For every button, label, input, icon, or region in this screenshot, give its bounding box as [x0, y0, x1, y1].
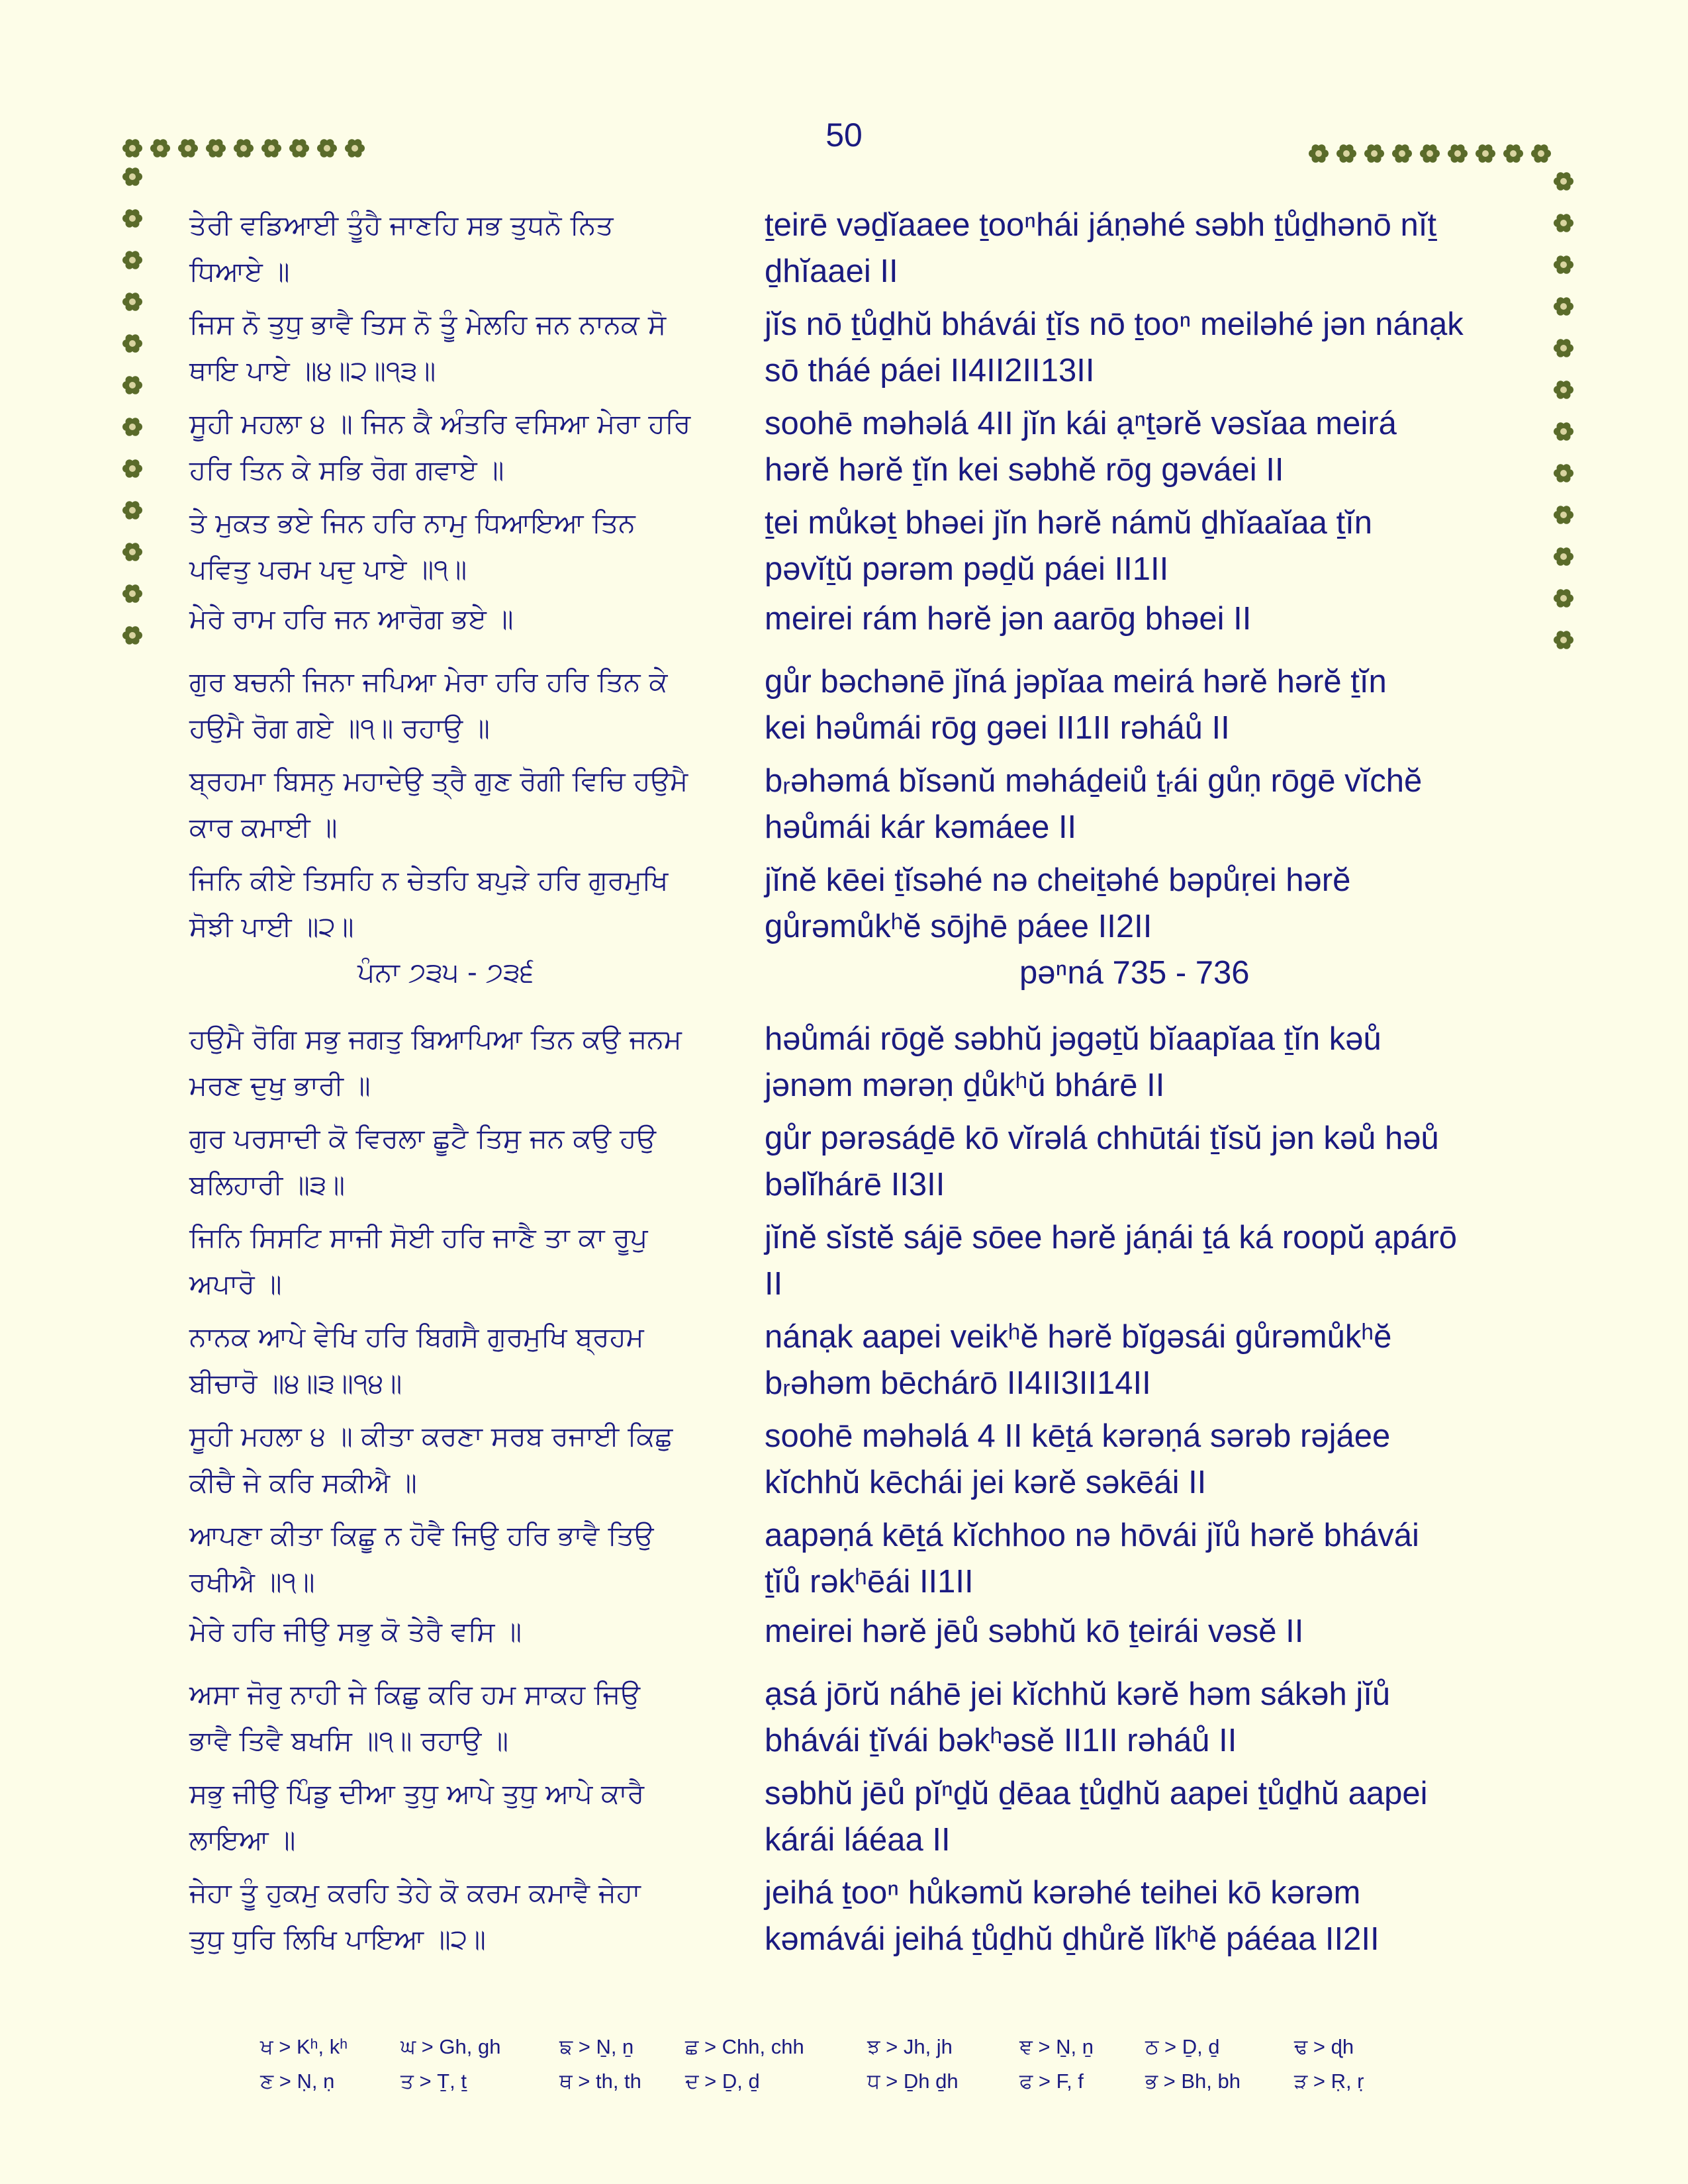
flower-ornament-icon — [1552, 420, 1575, 443]
gurmukhi-line: ਤੁਧੁ ਧੁਰਿ ਲਿਖਿ ਪਾਇਆ ॥੨॥ — [189, 1923, 486, 1955]
verse-transliteration — [765, 1115, 1519, 1208]
transliteration-line: pəvĭṯŭ pərəm pəḏŭ páei II1II — [765, 551, 1169, 587]
verse-gurmukhi — [189, 1512, 739, 1605]
transliteration-line: nánạk aapei veikʰĕ hərĕ bĭgəsái gůrəmůkʰĕ — [765, 1319, 1392, 1355]
flower-ornament-icon — [1530, 142, 1552, 165]
flower-ornament-icon — [205, 137, 227, 159]
flower-ornament-icon — [1335, 142, 1358, 165]
gurmukhi-line: ਬ੍ਰਹਮਾ ਬਿਸਨੁ ਮਹਾਦੇਉ ਤ੍ਰੈ ਗੁਣ ਰੋਗੀ ਵਿਚਿ ਹਉਮੈ — [189, 765, 688, 797]
transliteration-line: kei həůmái rōg gəei II1II rəháů II — [765, 710, 1230, 746]
gurmukhi-line: ਤੇ ਮੁਕਤ ਭਏ ਜਿਨ ਹਰਿ ਨਾਮੁ ਧਿਆਇਆ ਤਿਨ — [189, 507, 635, 539]
gurmukhi-line: ਕੀਚੈ ਜੇ ਕਰਿ ਸਕੀਐ ॥ — [189, 1467, 417, 1498]
transliteration-line: jĭnĕ sĭstĕ sájē sōee hərĕ jáṇái ṯá ká roopŭ ạpárō — [765, 1220, 1458, 1255]
verse-gurmukhi — [189, 1608, 739, 1655]
legend-item: ਢ > ɖh — [1294, 2035, 1354, 2058]
flower-ornament-icon — [121, 416, 144, 438]
verse-gurmukhi — [189, 1115, 739, 1208]
flower-ornament-icon — [1363, 142, 1385, 165]
flower-ornament-icon — [1474, 142, 1497, 165]
flower-ornament-icon — [1552, 295, 1575, 318]
verse-transliteration — [765, 1608, 1519, 1655]
page-number: 50 — [825, 116, 863, 154]
transliteration-line: meirei hərĕ jēů səbhŭ kō ṯeirái vəsĕ II — [765, 1614, 1304, 1649]
verse-transliteration — [765, 659, 1519, 751]
legend-item: ਝ > Jh, jh — [867, 2035, 953, 2058]
legend-item: ਫ > F, f — [1019, 2070, 1084, 2093]
gurmukhi-line: ਸੂਹੀ ਮਹਲਾ ੪ ॥ ਜਿਨ ਕੈ ਅੰਤਰਿ ਵਸਿਆ ਮੇਰਾ ਹਰਿ — [189, 408, 691, 439]
verse-transliteration — [765, 758, 1519, 850]
verse-transliteration — [765, 202, 1519, 295]
gurmukhi-line: ਨਾਨਕ ਆਪੇ ਵੇਖਿ ਹਰਿ ਬਿਗਸੈ ਗੁਰਮੁਖਿ ਬ੍ਰਹਮ — [189, 1321, 644, 1353]
verse-transliteration — [765, 1016, 1519, 1109]
legend-item: ਦ > Ḏ, ḏ — [685, 2070, 760, 2093]
flower-ornament-icon — [1552, 379, 1575, 401]
gurmukhi-line: ਪਵਿਤੁ ਪਰਮ ਪਦੁ ਪਾਏ ॥੧॥ — [189, 553, 467, 585]
gurmukhi-line: ਅਪਾਰੋ ॥ — [189, 1268, 282, 1300]
transliteration-line: aapəṇá kēṯá kĭchhoo nə hōvái jĭů hərĕ bhávái — [765, 1518, 1419, 1553]
transliteration-line: bhávái ṯĭvái bəkʰəsĕ II1II rəháů II — [765, 1723, 1237, 1758]
verse-transliteration — [765, 500, 1519, 592]
flower-ornament-icon — [1502, 142, 1524, 165]
flower-ornament-icon — [1307, 142, 1330, 165]
transliteration-line: ḏhĭaaei II — [765, 253, 898, 289]
flower-ornament-icon — [1552, 504, 1575, 526]
gurmukhi-line: ਹਉਮੈ ਰੋਗਿ ਸਭੁ ਜਗਤੁ ਬਿਆਪਿਆ ਤਿਨ ਕਉ ਜਨਮ — [189, 1023, 682, 1055]
flower-ornament-icon — [1391, 142, 1413, 165]
flower-ornament-icon — [1446, 142, 1469, 165]
flower-ornament-icon — [121, 137, 144, 159]
gurmukhi-line: ਆਪਣਾ ਕੀਤਾ ਕਿਛੂ ਨ ਹੋਵੈ ਜਿਉ ਹਰਿ ਭਾਵੈ ਤਿਉ — [189, 1520, 654, 1551]
transliteration-line: həůmái rōgĕ səbhŭ jəgəṯŭ bĭaapĭaa ṯĭn kəů — [765, 1021, 1382, 1057]
gurmukhi-line: ਬੀਚਾਰੋ ॥੪॥੩॥੧੪॥ — [189, 1367, 402, 1399]
verse-gurmukhi — [189, 758, 739, 850]
flower-ornament-icon — [1552, 337, 1575, 359]
flower-ornament-icon — [344, 137, 366, 159]
verse-transliteration — [765, 1512, 1519, 1605]
verse-transliteration — [765, 596, 1519, 642]
transliteration-line: səbhŭ jēů pĭⁿḏŭ ḏēaa ṯůḏhŭ aapei ṯůḏhŭ aapei — [765, 1776, 1428, 1811]
verse-gurmukhi — [189, 857, 739, 950]
verse-gurmukhi — [189, 1214, 739, 1307]
legend-item: ਭ > Bh, bh — [1145, 2070, 1241, 2093]
gurmukhi-line: ਲਾਇਆ ॥ — [189, 1824, 296, 1856]
section-heading-gurmukhi: ਪੰਨਾ ੭੩੫ - ੭੩੬ — [357, 956, 534, 988]
legend-item: ਙ > Ṉ, ṉ — [559, 2035, 634, 2058]
flower-ornament-icon — [121, 499, 144, 522]
verse-transliteration — [765, 400, 1519, 493]
flower-ornament-icon — [316, 137, 338, 159]
transliteration-line: soohē məhəlá 4 II kēṯá kərəṇá sərəb rəjáee — [765, 1418, 1391, 1454]
legend-item: ਞ > Ṉ, ṉ — [1019, 2035, 1094, 2058]
transliteration-line: sō tháé páei II4II2II13II — [765, 353, 1095, 388]
legend-item: ਘ > Gh, gh — [400, 2035, 501, 2058]
flower-ornament-icon — [177, 137, 199, 159]
flower-ornament-icon — [121, 249, 144, 271]
legend-item: ਧ > Ḏh ḏh — [867, 2070, 959, 2093]
transliteration-line: kĭchhŭ kēchái jei kərĕ səkēái II — [765, 1465, 1207, 1500]
gurmukhi-line: ਜਿਨਿ ਕੀਏ ਤਿਸਹਿ ਨ ਚੇਤਹਿ ਬਪੁੜੇ ਹਰਿ ਗੁਰਮੁਖਿ — [189, 864, 669, 896]
gurmukhi-line: ਜੇਹਾ ਤੂੰ ਹੁਕਮੁ ਕਰਹਿ ਤੇਹੇ ਕੋ ਕਰਮ ਕਮਾਵੈ ਜੇਹਾ — [189, 1877, 641, 1909]
flower-ornament-icon — [1552, 629, 1575, 651]
flower-ornament-icon — [288, 137, 310, 159]
verse-transliteration — [765, 1671, 1519, 1764]
gurmukhi-line: ਭਾਵੈ ਤਿਵੈ ਬਖਸਿ ॥੧॥ ਰਹਾਉ ॥ — [189, 1725, 509, 1756]
gurmukhi-line: ਅਸਾ ਜੋਰੁ ਨਾਹੀ ਜੇ ਕਿਛੁ ਕਰਿ ਹਮ ਸਾਕਹ ਜਿਉ — [189, 1678, 640, 1710]
verse-gurmukhi — [189, 1314, 739, 1406]
gurmukhi-line: ਜਿਸ ਨੋ ਤੁਧੁ ਭਾਵੈ ਤਿਸ ਨੋ ਤੂੰ ਮੇਲਹਿ ਜਨ ਨਾਨਕ ਸੋ — [189, 308, 667, 340]
legend-item: ਠ > Ḏ, ḏ — [1145, 2035, 1220, 2058]
gurmukhi-line: ਗੁਰ ਪਰਸਾਦੀ ਕੋ ਵਿਰਲਾ ਛੂਟੈ ਤਿਸੁ ਜਨ ਕਉ ਹਉ — [189, 1122, 657, 1154]
flower-ornament-icon — [121, 207, 144, 230]
verse-transliteration — [765, 857, 1519, 950]
verse-gurmukhi — [189, 500, 739, 592]
transliteration-line: kəmávái jeihá ṯůḏhŭ ḏhůrĕ lĭkʰĕ páéaa II2II — [765, 1921, 1380, 1957]
legend-row — [0, 2035, 1688, 2068]
flower-ornament-icon — [1552, 253, 1575, 276]
legend-item: ਤ > Ṯ, ṯ — [400, 2070, 467, 2093]
transliteration-line: jĭnĕ kēei ṯĭsəhé nə cheiṯəhé bəpůṛei hərĕ — [765, 862, 1351, 898]
flower-ornament-icon — [1552, 212, 1575, 234]
transliteration-line: həůmái kár kəmáee II — [765, 809, 1077, 845]
transliteration-line: jənəm mərəṇ ḏůkʰŭ bhárē II — [765, 1068, 1165, 1103]
gurmukhi-line: ਸੂਹੀ ਮਹਲਾ ੪ ॥ ਕੀਤਾ ਕਰਣਾ ਸਰਬ ਰਜਾਈ ਕਿਛੁ — [189, 1420, 673, 1452]
transliteration-line: bəlĭhárē II3II — [765, 1167, 945, 1203]
transliteration-line: gůr pərəsáḏē kō vĭrəlá chhūtái ṯĭsŭ jən kəů həů — [765, 1120, 1439, 1156]
verse-transliteration — [765, 1770, 1519, 1863]
flower-ornament-icon — [1552, 587, 1575, 610]
verse-transliteration — [765, 301, 1519, 394]
gurmukhi-line: ਹਰਿ ਤਿਨ ਕੇ ਸਭਿ ਰੋਗ ਗਵਾਏ ॥ — [189, 454, 504, 486]
transliteration-line: gůr bəchənē jĭná jəpĭaa meirá hərĕ hərĕ ṯĭn — [765, 664, 1387, 700]
verse-gurmukhi — [189, 659, 739, 751]
flower-ornament-icon — [121, 541, 144, 563]
verse-gurmukhi — [189, 1870, 739, 1962]
flower-ornament-icon — [121, 374, 144, 396]
verse-transliteration — [765, 1314, 1519, 1406]
transliteration-line: jĭs nō ṯůḏhŭ bhávái ṯĭs nō ṯooⁿ meiləhé jən nánạk — [765, 306, 1464, 342]
flower-ornament-icon — [1419, 142, 1441, 165]
gurmukhi-line: ਸੋਝੀ ਪਾਈ ॥੨॥ — [189, 911, 354, 942]
verse-transliteration — [765, 1214, 1519, 1307]
gurmukhi-line: ਤੇਰੀ ਵਡਿਆਈ ਤੂੰਹੈ ਜਾਣਹਿ ਸਭ ਤੁਧਨੋ ਨਿਤ — [189, 209, 614, 241]
transliteration-line: ạsá jōrŭ náhē jei kĭchhŭ kərĕ həm sákəh jĭů — [765, 1676, 1391, 1712]
gurmukhi-line: ਥਾਇ ਪਾਏ ॥੪॥੨॥੧੩॥ — [189, 355, 436, 387]
flower-ornament-icon — [1552, 170, 1575, 193]
verse-gurmukhi — [189, 1016, 739, 1109]
legend-row — [0, 2070, 1688, 2103]
verse-transliteration — [765, 1870, 1519, 1962]
transliteration-line: jeihá ṯooⁿ hůkəmŭ kərəhé teihei kō kərəm — [765, 1875, 1361, 1911]
verse-gurmukhi — [189, 301, 739, 394]
transliteration-line: hərĕ hərĕ ṯĭn kei səbhĕ rōg gəváei II — [765, 452, 1284, 488]
legend-item: ਖ > Kʰ, kʰ — [260, 2035, 348, 2058]
legend-item: ਛ > Chh, chh — [685, 2035, 804, 2058]
gurmukhi-line: ਕਾਰ ਕਮਾਈ ॥ — [189, 811, 338, 843]
flower-ornament-icon — [121, 291, 144, 313]
transliteration-line: gůrəmůkʰĕ sōjhē páee II2II — [765, 909, 1152, 944]
section-heading-roman: pəⁿná 735 - 736 — [1019, 955, 1250, 991]
gurmukhi-line: ਮੇਰੇ ਰਾਮ ਹਰਿ ਜਨ ਆਰੋਗ ਭਏ ॥ — [189, 603, 514, 635]
legend-item: ੜ > Ṛ, ṛ — [1294, 2070, 1364, 2093]
flower-ornament-icon — [121, 582, 144, 605]
verse-gurmukhi — [189, 202, 739, 295]
flower-ornament-icon — [260, 137, 283, 159]
verse-gurmukhi — [189, 1671, 739, 1764]
flower-ornament-icon — [121, 624, 144, 647]
flower-ornament-icon — [232, 137, 255, 159]
transliteration-line: ṯei můkəṯ bhəei jĭn hərĕ námŭ ḏhĭaaĭaa ṯĭn — [765, 505, 1372, 541]
transliteration-line: meirei rám hərĕ jən aarōg bhəei II — [765, 601, 1252, 637]
verse-transliteration — [765, 1413, 1519, 1506]
verse-gurmukhi — [189, 1770, 739, 1863]
flower-ornament-icon — [121, 457, 144, 480]
gurmukhi-line: ਧਿਆਏ ॥ — [189, 255, 290, 287]
legend-item: ਥ > th, th — [559, 2070, 641, 2093]
flower-ornament-icon — [1552, 462, 1575, 484]
transliteration-line: kárái láéaa II — [765, 1822, 951, 1858]
flower-ornament-icon — [121, 332, 144, 355]
flower-ornament-icon — [121, 165, 144, 188]
gurmukhi-line: ਬਲਿਹਾਰੀ ॥੩॥ — [189, 1169, 345, 1201]
gurmukhi-line: ਸਭੁ ਜੀਉ ਪਿੰਡੁ ਦੀਆ ਤੁਧੁ ਆਪੇ ਤੁਧੁ ਆਪੇ ਕਾਰੈ — [189, 1778, 645, 1809]
transliteration-line: bᵣəhəmá bĭsənŭ məháḏeiů ṯᵣái gůṇ rōgē vĭchĕ — [765, 763, 1423, 799]
transliteration-line: II — [765, 1266, 783, 1302]
transliteration-line: soohē məhəlá 4II jĭn kái ạⁿṯərĕ vəsĭaa meirá — [765, 406, 1397, 441]
gurmukhi-line: ਜਿਨਿ ਸਿਸਟਿ ਸਾਜੀ ਸੋਈ ਹਰਿ ਜਾਣੈ ਤਾ ਕਾ ਰੂਪੁ — [189, 1222, 648, 1253]
transliteration-line: ṯĭů rəkʰēái II1II — [765, 1564, 974, 1600]
verse-gurmukhi — [189, 1413, 739, 1506]
flower-ornament-icon — [149, 137, 171, 159]
verse-gurmukhi — [189, 400, 739, 493]
gurmukhi-line: ਮੇਰੇ ਹਰਿ ਜੀਉ ਸਭੁ ਕੋ ਤੇਰੈ ਵਸਿ ॥ — [189, 1615, 522, 1647]
gurmukhi-line: ਰਖੀਐ ॥੧॥ — [189, 1566, 315, 1598]
gurmukhi-line: ਮਰਣ ਦੁਖੁ ਭਾਰੀ ॥ — [189, 1069, 371, 1101]
flower-ornament-icon — [1552, 545, 1575, 568]
verse-gurmukhi — [189, 596, 739, 642]
gurmukhi-line: ਗੁਰ ਬਚਨੀ ਜਿਨਾ ਜਪਿਆ ਮੇਰਾ ਹਰਿ ਹਰਿ ਤਿਨ ਕੇ — [189, 666, 668, 698]
gurmukhi-line: ਹਉਮੈ ਰੋਗ ਗਏ ॥੧॥ ਰਹਾਉ ॥ — [189, 712, 490, 744]
legend-item: ਣ > Ṇ, ṇ — [260, 2070, 335, 2093]
transliteration-line: ṯeirē vəḏĭaaee ṯooⁿhái jáṇəhé səbh ṯůḏhənō nĭṯ — [765, 207, 1437, 243]
transliteration-line: bᵣəhəm bēchárō II4II3II14II — [765, 1365, 1151, 1401]
